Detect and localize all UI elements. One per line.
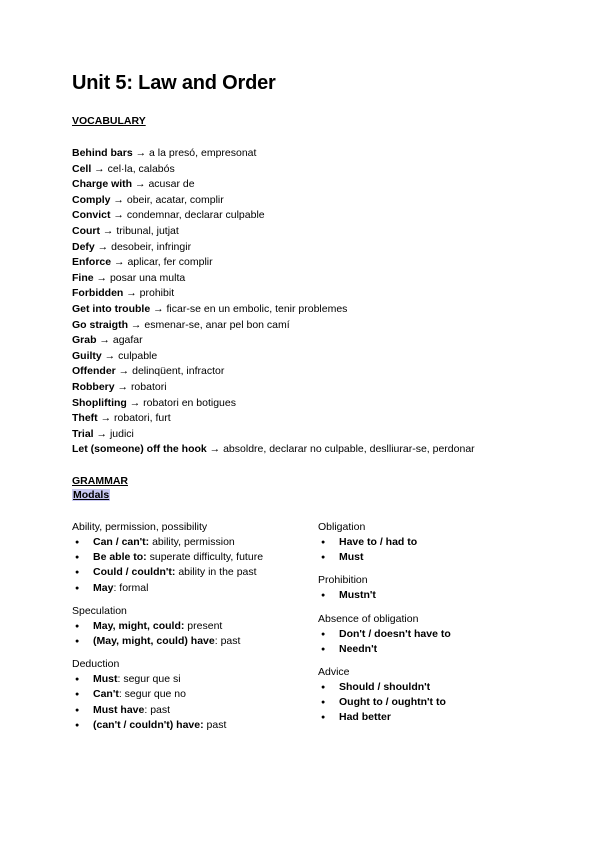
modal-form: May, might, could: xyxy=(93,619,185,632)
modal-form: Could / couldn't: xyxy=(93,566,176,579)
vocabulary-term: Convict xyxy=(72,209,111,222)
vocabulary-meaning: desobeir, infringir xyxy=(111,240,192,253)
modal-usage: : segur que no xyxy=(118,688,186,701)
arrow-icon: → xyxy=(150,302,167,315)
modal-group-title: Absence of obligation xyxy=(318,612,419,625)
modal-list-item xyxy=(72,703,302,718)
modal-list xyxy=(318,627,548,657)
modal-group-title: Advice xyxy=(318,666,350,679)
modal-list-item xyxy=(72,565,302,580)
modal-form: Had better xyxy=(339,711,391,724)
vocabulary-meaning: robatori, furt xyxy=(114,412,171,425)
arrow-icon: → xyxy=(100,224,117,237)
modal-form: Have to / had to xyxy=(339,536,418,548)
modal-form: Must have xyxy=(93,703,145,716)
vocabulary-meaning: ficar-se en un embolic, tenir problemes xyxy=(166,302,348,315)
modal-form: Must xyxy=(339,551,364,564)
arrow-icon: → xyxy=(206,443,224,456)
modal-list-item xyxy=(72,718,302,733)
page-title: Unit 5: Law and Order xyxy=(72,72,276,94)
modal-form: May xyxy=(93,581,114,594)
arrow-icon: → xyxy=(128,318,145,331)
vocabulary-term: Forbidden xyxy=(72,287,124,300)
modal-group xyxy=(318,573,548,603)
vocabulary-term: Offender xyxy=(72,365,116,378)
vocabulary-meaning: a la presó, empresonat xyxy=(149,147,257,159)
vocabulary-term: Trial xyxy=(72,427,94,440)
vocabulary-term: Go straigth xyxy=(72,318,129,331)
arrow-icon: → xyxy=(132,178,149,191)
vocabulary-item xyxy=(72,411,552,427)
vocabulary-item xyxy=(72,380,552,396)
vocabulary-term: Charge with xyxy=(72,178,133,191)
vocabulary-meaning: agafar xyxy=(112,334,143,347)
vocabulary-meaning: aplicar, fer complir xyxy=(127,256,213,269)
vocabulary-item xyxy=(72,286,552,302)
vocabulary-term: Comply xyxy=(72,193,111,206)
modal-usage: ability in the past xyxy=(175,566,257,579)
vocabulary-meaning: tribunal, jutjat xyxy=(116,224,179,237)
modal-group xyxy=(318,612,548,657)
arrow-icon: → xyxy=(96,334,113,347)
arrow-icon: → xyxy=(93,271,110,284)
arrow-icon: → xyxy=(132,147,150,159)
modal-group-title: Obligation xyxy=(318,521,366,533)
modal-form: Can / can't: xyxy=(93,536,150,548)
modal-list-item xyxy=(318,695,548,710)
modal-list xyxy=(72,535,302,596)
modal-form: Ought to / oughtn't to xyxy=(339,696,446,709)
arrow-icon: → xyxy=(101,349,119,362)
modal-list-item xyxy=(72,619,302,634)
modal-list-item xyxy=(72,535,302,550)
vocabulary-term: Get into trouble xyxy=(72,302,151,315)
modal-usage: : formal xyxy=(113,581,149,594)
arrow-icon: → xyxy=(110,209,127,222)
vocabulary-item xyxy=(72,208,552,224)
modal-list-item xyxy=(318,627,548,642)
vocabulary-item xyxy=(72,146,552,162)
modal-group xyxy=(72,520,302,596)
modal-form: (May, might, could) have xyxy=(93,635,215,648)
modal-list-item xyxy=(72,634,302,649)
modals-left-column xyxy=(72,520,302,741)
modal-list xyxy=(318,535,548,565)
vocabulary-heading: VOCABULARY xyxy=(72,115,146,127)
modal-usage: present xyxy=(184,619,223,632)
vocabulary-item xyxy=(72,302,552,318)
vocabulary-item xyxy=(72,333,552,349)
vocabulary-term: Theft xyxy=(72,412,98,425)
vocabulary-meaning: absoldre, declarar no culpable, deslliurar-se, perdonar xyxy=(223,443,475,456)
modal-usage: : past xyxy=(144,703,171,716)
modal-group xyxy=(318,665,548,726)
vocabulary-meaning: condemnar, declarar culpable xyxy=(126,209,265,222)
vocabulary-item xyxy=(72,349,552,365)
modal-list xyxy=(318,680,548,726)
arrow-icon: → xyxy=(114,380,131,393)
arrow-icon: → xyxy=(91,162,108,175)
arrow-icon: → xyxy=(111,256,128,269)
vocabulary-meaning: esmenar-se, anar pel bon camí xyxy=(144,318,290,331)
modal-list-item xyxy=(318,535,548,550)
modal-usage: ability, permission xyxy=(149,536,235,548)
vocabulary-term: Fine xyxy=(72,271,94,284)
modal-form: Be able to: xyxy=(93,551,147,564)
modal-form: Don't / doesn't have to xyxy=(339,627,451,640)
vocabulary-term: Let (someone) off the hook xyxy=(72,443,207,456)
vocabulary-term: Grab xyxy=(72,334,97,347)
vocabulary-term: Behind bars xyxy=(72,147,133,159)
vocabulary-item xyxy=(72,396,552,412)
modal-list-item xyxy=(318,642,548,657)
vocabulary-meaning: prohibit xyxy=(139,287,175,300)
modal-form: Can't xyxy=(93,688,119,701)
modal-list-item xyxy=(318,710,548,725)
vocabulary-term: Defy xyxy=(72,240,95,253)
modal-group xyxy=(72,657,302,733)
modal-list-item xyxy=(72,550,302,565)
modal-group-title: Prohibition xyxy=(318,574,368,587)
modal-list-item xyxy=(318,588,548,603)
vocabulary-list xyxy=(72,146,552,458)
vocabulary-term: Court xyxy=(72,224,100,237)
modal-list-item xyxy=(318,680,548,695)
modal-group-title: Deduction xyxy=(72,658,120,671)
vocabulary-term: Guilty xyxy=(72,349,102,362)
vocabulary-item xyxy=(72,255,552,271)
vocabulary-item xyxy=(72,193,552,209)
modal-group-title: Ability, permission, possibility xyxy=(72,521,208,533)
vocabulary-meaning: culpable xyxy=(118,349,158,362)
arrow-icon: → xyxy=(123,287,140,300)
vocabulary-item xyxy=(72,427,552,443)
modal-list-item xyxy=(72,581,302,596)
vocabulary-meaning: delinqüent, infractor xyxy=(132,365,225,378)
arrow-icon: → xyxy=(93,427,110,440)
modal-list-item xyxy=(72,687,302,702)
modals-right-column xyxy=(318,520,548,734)
vocabulary-meaning: judici xyxy=(109,427,134,440)
modal-form: Should / shouldn't xyxy=(339,681,431,694)
modal-usage: : past xyxy=(214,635,241,648)
arrow-icon: → xyxy=(97,412,115,425)
vocabulary-item xyxy=(72,177,552,193)
modal-list-item xyxy=(72,672,302,687)
vocabulary-item xyxy=(72,442,552,458)
modal-group xyxy=(72,604,302,649)
modal-group-title: Speculation xyxy=(72,604,127,617)
arrow-icon: → xyxy=(126,396,144,409)
vocabulary-item xyxy=(72,162,552,178)
modal-usage: : segur que si xyxy=(117,673,181,686)
vocabulary-meaning: robatori en botigues xyxy=(143,396,236,409)
vocabulary-term: Enforce xyxy=(72,256,112,269)
vocabulary-term: Cell xyxy=(72,162,92,175)
modal-list xyxy=(72,619,302,649)
arrow-icon: → xyxy=(94,240,112,253)
grammar-heading: GRAMMAR xyxy=(72,475,128,487)
vocabulary-meaning: robatori xyxy=(130,380,167,393)
vocabulary-meaning: obeir, acatar, complir xyxy=(126,193,224,206)
vocabulary-item xyxy=(72,271,552,287)
modal-list xyxy=(318,588,548,603)
modal-group xyxy=(318,520,548,565)
vocabulary-term: Robbery xyxy=(72,380,115,393)
modal-form: Needn't xyxy=(339,642,378,655)
arrow-icon: → xyxy=(115,365,133,378)
vocabulary-meaning: acusar de xyxy=(148,178,195,191)
modal-list xyxy=(72,672,302,733)
modal-usage: past xyxy=(203,718,227,731)
modal-form: Must xyxy=(93,673,118,686)
vocabulary-meaning: cel·la, calabós xyxy=(107,162,175,175)
modal-list-item xyxy=(318,550,548,565)
modals-heading: Modals xyxy=(73,489,110,501)
modal-form: Mustn't xyxy=(339,589,376,602)
vocabulary-item xyxy=(72,240,552,256)
modal-form: (can't / couldn't) have: xyxy=(93,718,204,731)
vocabulary-item xyxy=(72,224,552,240)
vocabulary-item xyxy=(72,318,552,334)
modal-usage: superate difficulty, future xyxy=(146,551,264,564)
vocabulary-term: Shoplifting xyxy=(72,396,127,409)
vocabulary-meaning: posar una multa xyxy=(109,271,186,284)
vocabulary-item xyxy=(72,364,552,380)
arrow-icon: → xyxy=(110,193,127,206)
